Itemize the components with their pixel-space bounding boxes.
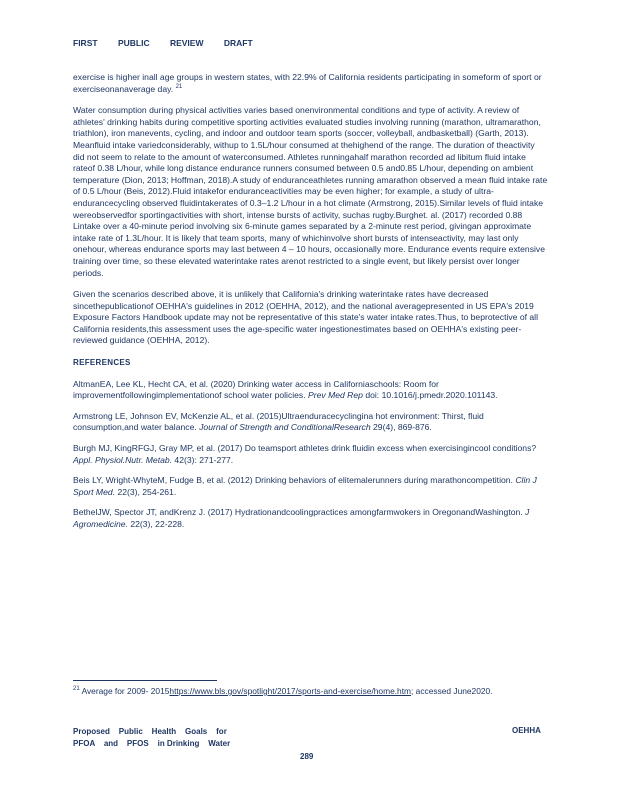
footnote-link[interactable]: https://www.bls.gov/spotlight/2017/sports-and-exercise/home.htm [169,686,412,696]
references-heading: REFERENCES [73,358,131,368]
header-word: DRAFT [223,38,253,48]
draft-header [73,38,271,48]
footnote: $^{21}$ Average for 2009- 2015https://www.bls.gov/spotlight/2017/sports-and-exercise/home.htm; accessed June2020. [73,686,493,696]
header-word: REVIEW [169,38,204,48]
footnote-divider [73,680,217,681]
reference-item: Burgh MJ, KingRFGJ, Gray MP, et al. (2017) Do teamsport athletes drink fluidin excess when exercisingincool conditions? Appl. Physiol.Nutr. Metab. 42(3): 271-277. [73,443,537,465]
footnote-number: 21 [73,686,80,693]
footer-title: Proposed Public Health Goals for PFOA and PFOS in Drinking Water [73,727,231,748]
reference-item: Beis LY, Wright-WhyteM, Fudge B, et al. (2012) Drinking behaviors of elitemalerunners during marathoncompetition. Clin J Sport Med. 22(3), 254-261. [73,475,537,497]
reference-item: AltmanEA, Lee KL, Hecht CA, et al. (2020) Drinking water access in Californiaschools: Room for improvementfollowingimplementationof school water policies. Prev Med Rep doi: 10.1016/j.pmedr.2020.101143. [73,378,498,401]
header-word: FIRST [73,38,98,48]
footer-agency: OEHHA [512,726,541,735]
page-number: 289 [300,752,314,761]
footnote-marker: 21 [175,83,183,90]
reference-item: BethelJW, Spector JT, andKrenz J. (2017) Hydrationandcoolingpractices amongfarmwokers in OregonandWashington. J Agromedicine. 22(3), 22-228. [73,507,530,529]
document-body [73,72,548,540]
paragraph: exercise is higher inall age groups in western states, with 22.9% of California residents participating in someform of sport or exerciseonanaverage day. $^{21}$ [73,72,542,94]
reference-item: Armstrong LE, Johnson EV, McKenzie AL, et al. (2015)Ultraenduracecyclingina hot environment: Thirst, fluid consumption,and water balance. Journal of Strength and ConditionalResearch 29(4), 869-876. [73,410,484,433]
paragraph: Water consumption during physical activities varies based onenvironmental conditions and type of activity. A review of athletes' drinking habits during competitive sporting activities evaluated studies involving running (marathon, ultramarathon, triathlon), iron manevents, cycling, and indoor and outdoor team sports (soccer, volleyball, andbasketball) (Garth, 2013). Meanfluid intake variedconsiderably, withup to 1.5L/hour consumed at thehighend of the range. The duration of theactivity did not seem to relate to the amount of waterconsumed. Athletes runningahalf marathon recorded ad libitum fluid intake rateof 0.38 L/hour, while long distance endurance runners consumed between 0.5 and0.85 L/hour, depending on ambient temperature (Dion, 2013; Hoffman, 2018).A study of enduranceathletes running amarathon observed a mean fluid intake rate of 0.5 L/hour (Beis, 2012).Fluid intakefor enduranceactivities may be even higher; for example, a study of ultra-endurancecycling observed fluidintakerates of 0.3–1.2 L/hour in a hot climate (Armstrong, 2015).Similar levels of fluid intake wereobservedfor sportingactivities with short, intense bursts of activity, suchas rugby.Burghet. al. (2017) recorded 0.88 Lintake over a 40-minute period involving six 6-minute games separated by a 2-minute rest period, givingan approximate intake rate of 1.3L/hour. It is likely that team sports, many of whichinvolve short bursts of intenseactivity, may last only onehour, whereas endurance sports may last between 4 – 10 hours, occasionally more. Endurance events require extensive training over time, so these elevated waterintake rates arenot restricted to a single event, but likely persist over longer periods. [73,105,548,278]
paragraph: Given the scenarios described above, it is unlikely that California's drinking waterintake rates have decreased sincethepublicationof OEHHA's guidelines in 2012 (OEHHA, 2012), and the national averagepresented in US EPA's 2019 Exposure Factors Handbook update may not be representative of this state's water intake rates.Thus, to beprotective of all California residents,this assessment uses the age-specific water ingestionestimates based on OEHHA's existing peer-reviewed guidance (OEHHA, 2012). [73,289,538,346]
header-word: PUBLIC [117,38,150,48]
